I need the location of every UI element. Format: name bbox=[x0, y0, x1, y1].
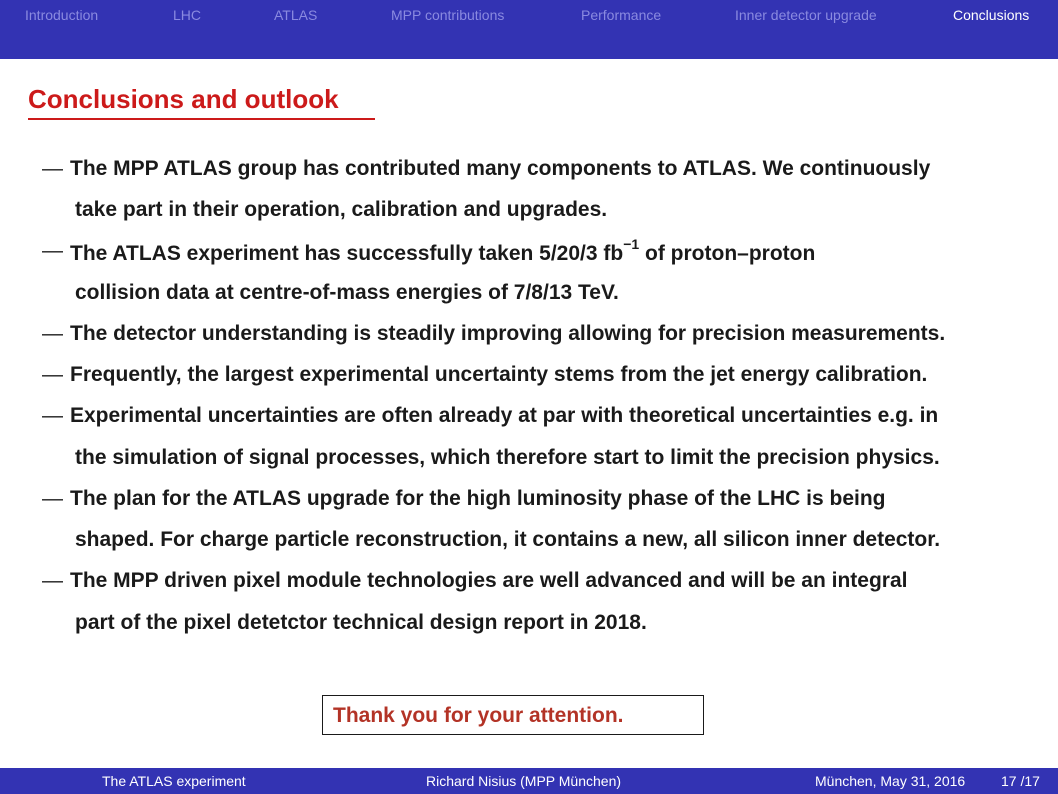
thanks-text: Thank you for your attention. bbox=[333, 704, 624, 727]
bullet-2-text: The ATLAS experiment has successfully taken 5/20/3 fb bbox=[70, 242, 624, 265]
bullet-dash: — bbox=[42, 322, 63, 345]
bullet-2-line-2: collision data at centre-of-mass energies of 7/8/13 TeV. bbox=[75, 281, 619, 304]
bullet-1-line-2: take part in their operation, calibration and upgrades. bbox=[75, 198, 608, 221]
footer-title: The ATLAS experiment bbox=[102, 773, 246, 789]
bullet-7-line-2: part of the pixel detetctor technical design report in 2018. bbox=[75, 611, 647, 634]
nav-introduction[interactable]: Introduction bbox=[25, 7, 99, 23]
nav-atlas[interactable]: ATLAS bbox=[274, 7, 318, 23]
footer-page-number: 17 /17 bbox=[1001, 773, 1040, 789]
bullet-dash: — bbox=[42, 157, 63, 180]
bullet-5-line-1: Experimental uncertainties are often already at par with theoretical uncertainties e.g. in bbox=[70, 404, 939, 427]
nav-inner-detector-upgrade[interactable]: Inner detector upgrade bbox=[735, 7, 877, 23]
bullet-2-text-after: of proton–proton bbox=[645, 242, 816, 265]
bullet-dash: — bbox=[42, 239, 63, 262]
footer-author: Richard Nisius (MPP München) bbox=[426, 773, 622, 789]
footer-date: München, May 31, 2016 bbox=[815, 773, 966, 789]
nav-mpp-contributions[interactable]: MPP contributions bbox=[391, 7, 505, 23]
superscript: −1 bbox=[623, 236, 640, 252]
bullet-2-line-1 bbox=[70, 236, 816, 266]
footer-bar bbox=[0, 768, 1058, 794]
bullet-dash: — bbox=[42, 404, 63, 427]
bullet-7-line-1: The MPP driven pixel module technologies are well advanced and will be an integral bbox=[70, 569, 908, 592]
nav-conclusions[interactable]: Conclusions bbox=[953, 7, 1030, 23]
bullet-dash: — bbox=[42, 363, 63, 386]
bullet-4-line-1: Frequently, the largest experimental uncertainty stems from the jet energy calibration. bbox=[70, 363, 928, 386]
bullet-6-line-1: The plan for the ATLAS upgrade for the high luminosity phase of the LHC is being bbox=[70, 487, 886, 510]
bullet-5-line-2: the simulation of signal processes, which therefore start to limit the precision physics. bbox=[75, 446, 940, 469]
bullet-6-line-2: shaped. For charge particle reconstruction, it contains a new, all silicon inner detector. bbox=[75, 528, 941, 551]
title-underline bbox=[28, 118, 375, 120]
bullet-dash: — bbox=[42, 487, 63, 510]
nav-lhc[interactable]: LHC bbox=[173, 7, 202, 23]
bullet-dash: — bbox=[42, 569, 63, 592]
slide-title: Conclusions and outlook bbox=[28, 84, 339, 114]
thanks-box bbox=[322, 695, 704, 735]
bullet-3-line-1: The detector understanding is steadily improving allowing for precision measurements. bbox=[70, 322, 946, 345]
nav-performance[interactable]: Performance bbox=[581, 7, 662, 23]
top-navigation-bar bbox=[0, 0, 1058, 59]
bullet-1-line-1: The MPP ATLAS group has contributed many components to ATLAS. We continuously bbox=[70, 157, 931, 180]
